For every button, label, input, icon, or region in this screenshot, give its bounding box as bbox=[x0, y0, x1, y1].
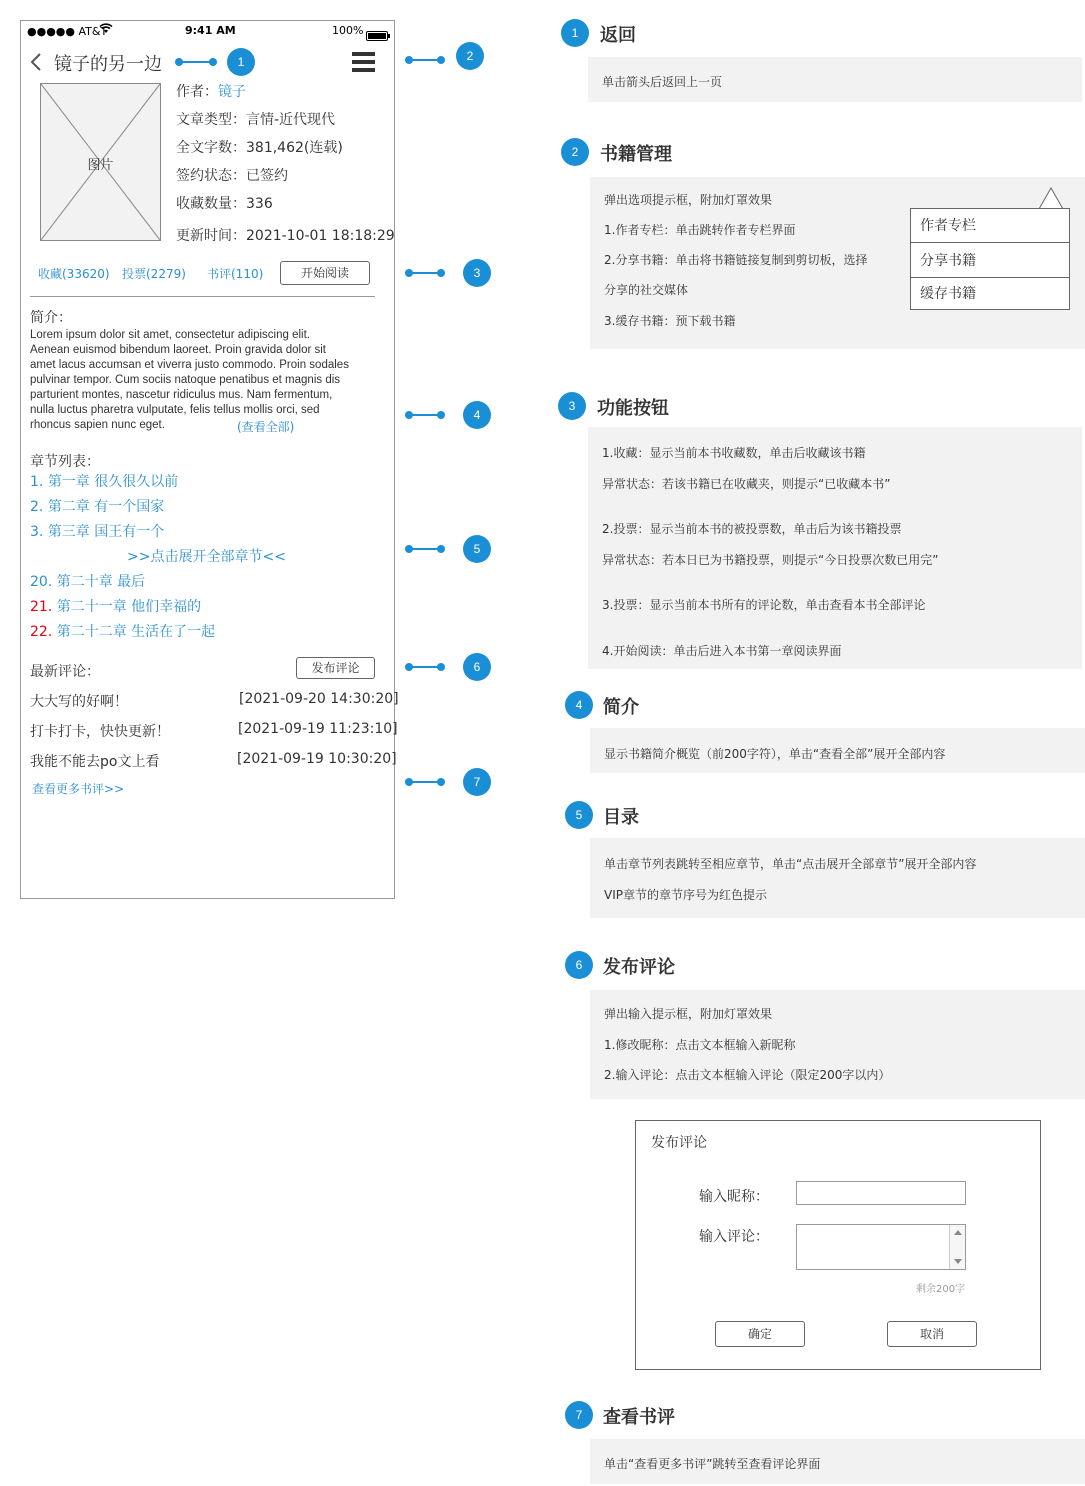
chapter-item[interactable]: 3. 第三章 国王有一个 bbox=[30, 524, 165, 540]
wifi-icon bbox=[99, 23, 113, 37]
note-line: 3.投票：显示当前本书所有的评论数，单击查看本书全部评论 bbox=[602, 598, 926, 612]
connector-line bbox=[408, 414, 442, 416]
note-line: VIP章节的章节序号为红色提示 bbox=[604, 888, 767, 902]
intro-text: Lorem ipsum dolor sit amet, consectetur adipiscing elit. Aenean euismod bibendum laoreet. Proin gravida dolor sit amet lacus accumsan et viverra justo commodo. Proin sodales pulvinar tempor. Cum sociis natoque penatibus et magnis dis parturient montes, nascetur ridiculus mus. Nam fermentum, nulla luctus pharetra vulputate, felis tellus mollis orci, sed rhoncus sapien nunc eget. bbox=[30, 329, 349, 431]
note-line: 1.收藏：显示当前本书收藏数，单击后收藏该书籍 bbox=[602, 446, 866, 460]
post-comment-button[interactable]: 发布评论 bbox=[296, 657, 375, 679]
nickname-label: 输入昵称： bbox=[699, 1189, 769, 1205]
section-title: 目录 bbox=[603, 807, 639, 828]
note-line: 分享的社交媒体 bbox=[604, 283, 689, 297]
vote-button[interactable]: 投票(2279) bbox=[122, 267, 186, 281]
connector-line bbox=[408, 548, 442, 550]
book-cover-image bbox=[40, 83, 161, 241]
status-time: 9:41 AM bbox=[185, 24, 236, 37]
type-value: 言情-近代现代 bbox=[246, 112, 336, 128]
meta-sign bbox=[176, 165, 288, 185]
menu-item-cache-book[interactable]: 缓存书籍 bbox=[920, 286, 976, 302]
chapter-item[interactable]: 2. 第二章 有一个国家 bbox=[30, 499, 165, 515]
meta-fav bbox=[176, 193, 273, 213]
author-label: 作者： bbox=[176, 84, 218, 100]
remaining-chars: 剩余200字 bbox=[916, 1284, 966, 1295]
note-line: 单击箭头后返回上一页 bbox=[602, 75, 723, 89]
divider bbox=[30, 296, 375, 297]
meta-author bbox=[176, 81, 246, 101]
menu-item-author-column[interactable]: 作者专栏 bbox=[911, 209, 1069, 243]
confirm-button[interactable]: 确定 bbox=[715, 1321, 805, 1347]
author-link[interactable]: 镜子 bbox=[218, 84, 246, 100]
cancel-button[interactable]: 取消 bbox=[887, 1321, 977, 1347]
section-title: 返回 bbox=[600, 25, 636, 46]
section-title: 功能按钮 bbox=[597, 398, 669, 419]
section-badge: 1 bbox=[561, 19, 589, 47]
comment-text: 我能不能去po文上看 bbox=[30, 754, 160, 770]
update-label: 更新时间： bbox=[176, 228, 246, 244]
section-title: 发布评论 bbox=[603, 957, 675, 978]
note-panel bbox=[590, 838, 1085, 918]
note-line: 异常状态：若本日已为书籍投票，则提示“今日投票次数已用完” bbox=[602, 553, 939, 567]
note-panel bbox=[590, 728, 1085, 773]
expand-chapters-link[interactable]: >>点击展开全部章节<< bbox=[127, 549, 286, 565]
note-line: 4.开始阅读：单击后进入本书第一章阅读界面 bbox=[602, 644, 842, 658]
comments-label: 最新评论： bbox=[30, 664, 100, 680]
connector-line bbox=[408, 59, 442, 61]
meta-type bbox=[176, 109, 335, 129]
meta-words bbox=[176, 137, 343, 157]
meta-update bbox=[176, 225, 395, 245]
marker-badge: 2 bbox=[456, 42, 484, 70]
comment-textarea[interactable] bbox=[796, 1224, 966, 1270]
words-label: 全文字数： bbox=[176, 140, 246, 156]
note-line: 单击“查看更多书评”跳转至查看评论界面 bbox=[604, 1457, 821, 1471]
battery-icon bbox=[366, 26, 390, 45]
marker-badge: 3 bbox=[463, 259, 491, 287]
fav-value: 336 bbox=[246, 196, 273, 212]
connector-line bbox=[408, 272, 442, 274]
dialog-title: 发布评论 bbox=[651, 1135, 707, 1151]
post-comment-dialog bbox=[635, 1120, 1041, 1370]
comment-text: 大大写的好啊！ bbox=[30, 694, 128, 710]
comment-label: 输入评论： bbox=[699, 1229, 769, 1245]
note-line: 2.输入评论：点击文本框输入评论（限定200字以内） bbox=[604, 1068, 891, 1082]
section-title: 书籍管理 bbox=[600, 144, 672, 165]
chapter-item-vip[interactable]: 21. 第二十一章 他们幸福的 bbox=[30, 599, 202, 615]
textarea-scrollbar[interactable] bbox=[949, 1225, 965, 1269]
intro-more-link[interactable]: (查看全部) bbox=[237, 420, 295, 434]
connector-line bbox=[408, 781, 442, 783]
type-label: 文章类型： bbox=[176, 112, 246, 128]
menu-icon[interactable] bbox=[351, 51, 377, 77]
marker-badge: 1 bbox=[227, 48, 255, 76]
section-badge: 3 bbox=[558, 392, 586, 420]
fav-label: 收藏数量： bbox=[176, 196, 246, 212]
book-manage-menu bbox=[910, 208, 1070, 310]
marker-badge: 6 bbox=[463, 653, 491, 681]
words-value: 381,462(连载) bbox=[246, 140, 343, 156]
menu-item-share-book[interactable]: 分享书籍 bbox=[911, 244, 1069, 278]
chapter-item[interactable]: 20. 第二十章 最后 bbox=[30, 574, 146, 590]
marker-badge: 7 bbox=[463, 768, 491, 796]
note-line: 弹出选项提示框，附加灯罩效果 bbox=[604, 193, 773, 207]
connector-line bbox=[408, 666, 442, 668]
chapters-label: 章节列表： bbox=[30, 454, 100, 470]
connector-line bbox=[178, 61, 214, 63]
note-line: 1.作者专栏：单击跳转作者专栏界面 bbox=[604, 223, 796, 237]
comment-time: [2021-09-19 11:23:10] bbox=[238, 721, 398, 737]
review-button[interactable]: 书评(110) bbox=[207, 267, 264, 281]
note-panel bbox=[588, 427, 1082, 669]
section-badge: 4 bbox=[565, 691, 593, 719]
comment-time: [2021-09-20 14:30:20] bbox=[239, 691, 399, 707]
back-arrow-icon[interactable] bbox=[29, 52, 43, 76]
section-badge: 6 bbox=[565, 951, 593, 979]
section-title: 查看书评 bbox=[603, 1407, 675, 1428]
note-line: 1.修改昵称：点击文本框输入新昵称 bbox=[604, 1038, 796, 1052]
comment-text: 打卡打卡，快快更新！ bbox=[30, 724, 170, 740]
comment-time: [2021-09-19 10:30:20] bbox=[237, 751, 397, 767]
chapter-item[interactable]: 1. 第一章 很久很久以前 bbox=[30, 474, 179, 490]
more-reviews-link[interactable]: 查看更多书评>> bbox=[32, 782, 125, 796]
marker-badge: 4 bbox=[463, 401, 491, 429]
battery-level: 100% bbox=[332, 24, 364, 37]
note-line: 异常状态：若该书籍已在收藏夹，则提示“已收藏本书” bbox=[602, 477, 891, 491]
note-panel bbox=[590, 990, 1085, 1099]
note-line: 3.缓存书籍：预下载书籍 bbox=[604, 314, 736, 328]
nickname-input[interactable] bbox=[796, 1181, 966, 1205]
update-value: 2021-10-01 18:18:29 bbox=[246, 228, 395, 244]
note-line: 弹出输入提示框，附加灯罩效果 bbox=[604, 1007, 773, 1021]
collect-button[interactable]: 收藏(33620) bbox=[38, 267, 110, 281]
section-title: 简介 bbox=[603, 697, 639, 718]
phone-frame bbox=[20, 20, 399, 899]
marker-badge: 5 bbox=[463, 535, 491, 563]
section-badge: 7 bbox=[565, 1401, 593, 1429]
cover-label: 图片 bbox=[87, 158, 114, 173]
sign-value: 已签约 bbox=[246, 168, 288, 184]
note-line: 单击章节列表跳转至相应章节，单击“点击展开全部章节”展开全部内容 bbox=[604, 857, 977, 871]
note-panel bbox=[588, 57, 1082, 102]
book-title: 镜子的另一边 bbox=[54, 54, 162, 75]
note-line: 2.投票：显示当前本书的被投票数，单击后为该书籍投票 bbox=[602, 522, 902, 536]
section-badge: 2 bbox=[561, 138, 589, 166]
sign-label: 签约状态： bbox=[176, 168, 246, 184]
carrier: ●●●●● AT&T bbox=[27, 25, 108, 38]
note-panel bbox=[590, 1439, 1085, 1484]
note-line: 2.分享书籍：单击将书籍链接复制到剪切板，选择 bbox=[604, 253, 868, 267]
note-line: 显示书籍简介概览（前200字符），单击“查看全部”展开全部内容 bbox=[604, 747, 946, 761]
section-badge: 5 bbox=[565, 801, 593, 829]
start-reading-button[interactable]: 开始阅读 bbox=[280, 261, 370, 285]
chapter-item-vip[interactable]: 22. 第二十二章 生活在了一起 bbox=[30, 624, 216, 640]
intro-label: 简介： bbox=[30, 310, 72, 326]
popover-arrow bbox=[1038, 186, 1064, 210]
